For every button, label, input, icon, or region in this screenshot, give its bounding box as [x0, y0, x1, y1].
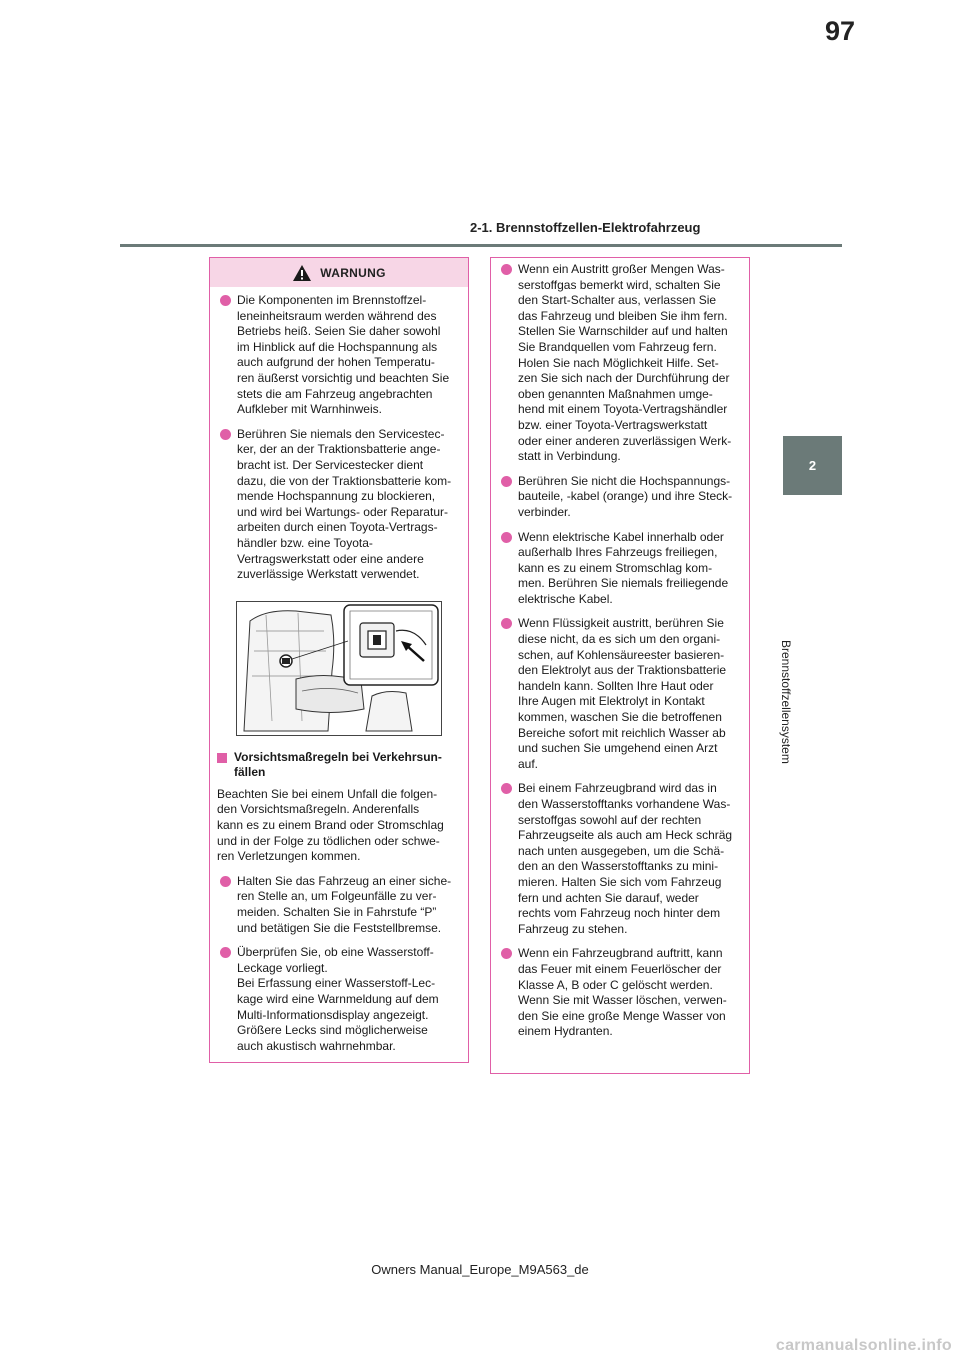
list-item-text: Wenn elektrische Kabel innerhalb oder außerhalb Ihres Fahrzeugs freiliegen, kann es zu einem Stromschlag kom- men. Berühren Sie niemals freiliegende elektrische Kabel. — [518, 529, 729, 606]
list-item-text: Berühren Sie niemals den Servicestec- ker, der an der Traktionsbatterie ange- bracht ist. Der Servicestecker dient dazu, die von der Traktionsbatterie kom- mende Hochspannung zu blockieren, und wird bei Wartungs- oder Reparatur- arbeiten durch einen Toyota-Vertrags- händler bzw. eine Toyota- Vertragswerkstatt oder eine andere zuverlässige Werkstatt verwendet. — [237, 426, 452, 582]
subheading — [217, 750, 461, 781]
warning-triangle-icon — [292, 264, 312, 282]
list-item — [498, 946, 742, 1040]
header-rule — [120, 244, 842, 247]
warning-box-left — [209, 257, 469, 1063]
list-item — [498, 616, 742, 772]
page-number: 97 — [824, 16, 856, 46]
list-item-text: Berühren Sie nicht die Hochspannungs- bauteile, -kabel (orange) und ihre Steck- verbinder. — [518, 473, 733, 519]
watermark: carmanualsonline.info — [775, 1337, 952, 1354]
warning-label: WARNUNG — [320, 265, 386, 280]
list-item-text: Wenn ein Austritt großer Mengen Was- serstoffgas bemerkt wird, schalten Sie den Start-Schalter aus, verlassen Sie das Fahrzeug und bleiben Sie ihm fern. Stellen Sie Warnschilder auf und halten Sie Brandquellen vom Fahrzeug fern. Holen Sie nach Möglichkeit Hilfe. Set- zen Sie sich nach der Durchführung der oben genannten Maßnahmen umge- hend mit einem Toyota-Vertragshändler bzw. einer Toyota-Vertragswerkstatt oder einer anderen zuverlässigen Werk- statt in Verbindung. — [518, 262, 732, 464]
chapter-side-text: Brennstoffzellensystem — [779, 640, 793, 764]
paragraph: Beachten Sie bei einem Unfall die folgen- den Vorsichtsmaßregeln. Anderenfalls kann es zu einem Brand oder Stromschlag und in der Folge zu tödlichen oder schwe- ren Verletzungen kommen. — [217, 786, 444, 864]
warning-header — [210, 258, 468, 287]
service-plug-illustration — [236, 601, 442, 736]
list-item — [217, 874, 461, 936]
list-item-text: Überprüfen Sie, ob eine Wasserstoff- Leckage vorliegt. Bei Erfassung einer Wasserstoff-Lec- kage wird eine Warnmeldung auf dem Multi-Informationsdisplay angezeigt. Größere Lecks sind möglicherweise auch akustisch wahrnehmbar. — [237, 945, 439, 1053]
chapter-tab — [783, 436, 842, 495]
list-item — [498, 262, 742, 465]
subheading-text: Vorsichtsmaßregeln bei Verkehrsun- fällen — [234, 749, 442, 780]
list-item — [498, 530, 742, 608]
list-item-text: Wenn ein Fahrzeugbrand auftritt, kann das Feuer mit einem Feuerlöscher der Klasse A, B oder C gelöscht werden. Wenn Sie mit Wasser löschen, verwen- den Sie eine große Menge Wasser von einem Hydranten. — [518, 946, 727, 1039]
list-item — [217, 427, 461, 583]
section-title: 2-1. Brennstoffzellen-Elektrofahrzeug — [470, 220, 701, 235]
list-item — [217, 945, 461, 1054]
list-item-text: Halten Sie das Fahrzeug an einer siche- ren Stelle an, um Folgeunfälle zu ver- meiden. Schalten Sie in Fahrstufe “P” und betätigen Sie die Feststellbremse. — [237, 873, 452, 935]
list-item — [217, 293, 461, 418]
list-item-text: Wenn Flüssigkeit austritt, berühren Sie diese nicht, da es sich um den organi- schen, auf Kohlensäureester basieren- den Elektrolyt aus der Traktionsbatterie handeln kann. Sollten Ihre Haut oder Ihre Augen mit Elektrolyt in Kontakt kommen, waschen Sie die betroffenen Bereiche sofort mit reichlich Wasser ab und suchen Sie umgehend einen Arzt auf. — [518, 616, 727, 771]
warning-box-right — [490, 257, 750, 1074]
footer-manual-id: Owners Manual_Europe_M9A563_de — [371, 1262, 589, 1277]
list-item-text: Bei einem Fahrzeugbrand wird das in den Wasserstofftanks vorhandene Was- serstoffgas sowohl auf der rechten Fahrzeugseite als auch am Heck schräg nach unten ausgegeben, um die Schä- den an den Wasserstofftanks zu mini- mieren. Halten Sie sich vom Fahrzeug fern und achten Sie darauf, weder rechts vom Fahrzeug noch hinter dem Fahrzeug zu stehen. — [518, 781, 733, 936]
list-item — [498, 474, 742, 521]
chapter-tab-number: 2 — [808, 458, 817, 473]
list-item-text: Die Komponenten im Brennstoffzel- leneinheitsraum werden während des Betriebs heiß. Seien Sie daher sowohl im Hinblick auf die Hochspannung als auch aufgrund der hohen Temperatu- ren äußerst vorsichtig und beachten Sie stets die am Fahrzeug angebrachten Aufkleber mit Warnhinweis. — [237, 293, 450, 417]
list-item — [498, 781, 742, 937]
